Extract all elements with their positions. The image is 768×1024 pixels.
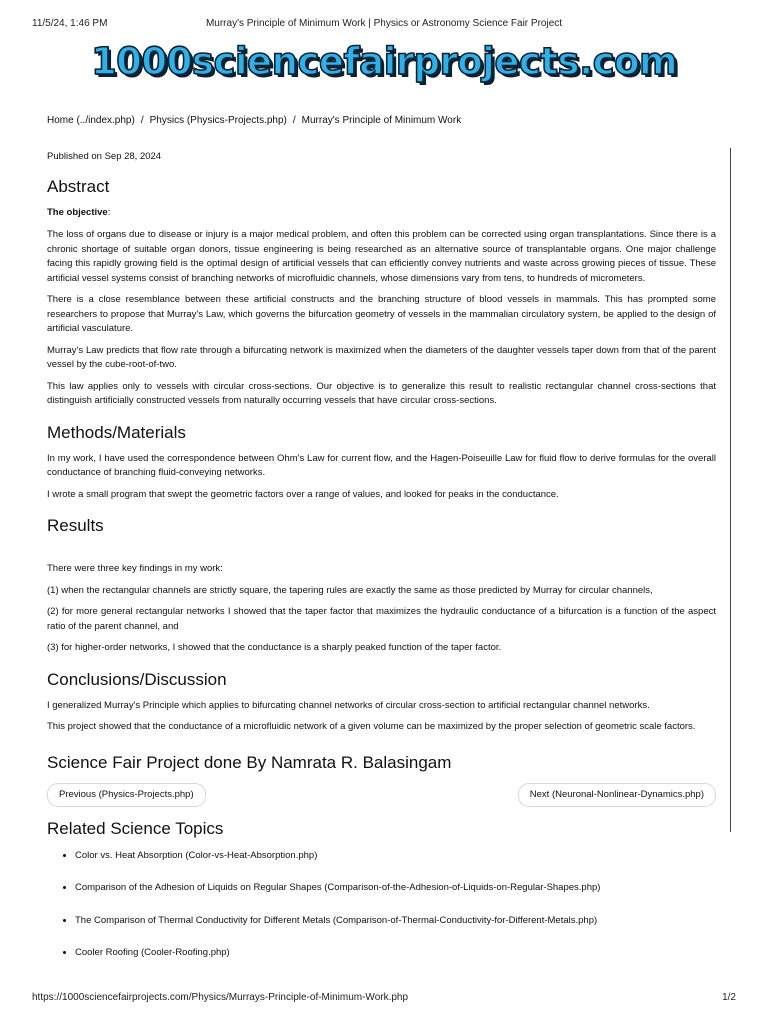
- conclusions-section: [47, 670, 716, 735]
- related-topics-heading: Related Science Topics: [47, 818, 224, 838]
- conclusions-heading: Conclusions/Discussion: [47, 669, 227, 689]
- abstract-section: [47, 177, 716, 409]
- results-heading: Results: [47, 516, 104, 535]
- methods-paragraph: In my work, I have used the correspondence between Ohm's Law for current flow, and the Hagen-Poiseuille Law for fluid flow to derive formulas for the overall conductance of branching fluid-conveying networks.: [47, 452, 716, 478]
- related-topic-link[interactable]: • Color vs. Heat Absorption (Color-vs-Heat-Absorption.php): [75, 849, 716, 864]
- published-date: Published on Sep 28, 2024: [47, 151, 162, 162]
- methods-section: [47, 423, 716, 503]
- related-topic-link[interactable]: • Comparison of the Adhesion of Liquids on Regular Shapes (Comparison-of-the-Adhesion-of-Liquids-on-Regular-Shapes.php): [75, 881, 716, 896]
- objective-label: The objective:: [47, 206, 111, 218]
- print-page-title: Murray's Principle of Minimum Work | Physics or Astronomy Science Fair Project: [205, 18, 563, 29]
- author-byline: Science Fair Project done By Namrata R. Balasingam: [47, 752, 452, 772]
- results-spacer: [47, 545, 716, 562]
- abstract-heading: Abstract: [47, 176, 110, 196]
- previous-button[interactable]: Previous (Physics-Projects.php): [47, 783, 206, 807]
- methods-paragraph: I wrote a small program that swept the geometric factors over a range of values, and looked for peaks in the conductance.: [47, 488, 559, 500]
- abstract-paragraph: There is a close resemblance between these artificial constructs and the branching structure of blood vessels in mammals. This has prompted some researchers to propose that Murray's Law, which governs the bifurcation geometry of vessels in the mammalian circulatory system, be applied to the design of artificial vasculature.: [47, 294, 716, 334]
- print-url: https://1000sciencefairprojects.com/Physics/Murrays-Principle-of-Minimum-Work.php: [32, 992, 409, 1003]
- next-button[interactable]: Next (Neuronal-Nonlinear-Dynamics.php): [518, 783, 716, 807]
- abstract-paragraph: The loss of organs due to disease or injury is a major medical problem, and often this problem can be corrected using organ transplantations. Since there is a chronic shortage of suitable organ donors, tissue engineering is being researched as an alternative source of transplantable organs. One major challenge facing this rapidly growing field is the optimal design of artificial vessels that can efficiently convey nutrients and waste across growing pieces of tissue. These artificial vessel systems consist of branching networks of microfluidic channels, whose dimensions vary from tens, to hundreds of micrometers.: [47, 229, 716, 284]
- objective-colon: :: [107, 206, 111, 218]
- site-logo[interactable]: 1000sciencefairprojects.com: [90, 40, 678, 83]
- breadcrumb-separator: /: [140, 115, 144, 126]
- results-paragraph: There were three key findings in my work:: [47, 563, 223, 574]
- abstract-paragraph: Murray's Law predicts that flow rate through a bifurcating network is maximized when the diameters of the daughter vessels taper down from that of the parent vessel by the cube-root-of-two.: [47, 344, 716, 370]
- breadcrumb-separator: /: [292, 115, 296, 126]
- content-divider-line: [730, 148, 731, 832]
- related-topics-list: [47, 849, 716, 961]
- print-page-number: 1/2: [722, 992, 736, 1003]
- print-header: [32, 18, 736, 32]
- print-date: 11/5/24, 1:46 PM: [32, 18, 108, 29]
- related-topic-link[interactable]: • The Comparison of Thermal Conductivity for Different Metals (Comparison-of-Thermal-Conductivity-for-Different-Metals.php): [75, 914, 716, 929]
- conclusions-paragraph: I generalized Murray's Principle which applies to bifurcating channel networks of circular cross-section to artificial rectangular channel networks.: [47, 699, 650, 711]
- results-paragraph: (3) for higher-order networks, I showed that the conductance is a sharply peaked function of the taper factor.: [47, 642, 502, 653]
- related-topics-section: [47, 819, 716, 961]
- breadcrumb-current: Murray's Principle of Minimum Work: [301, 115, 462, 126]
- breadcrumb: [47, 115, 461, 126]
- methods-heading: Methods/Materials: [47, 422, 186, 442]
- abstract-paragraph: This law applies only to vessels with circular cross-sections. Our objective is to generalize this result to realistic rectangular channel cross-sections that distinguish artificially constructed vessels from naturally occurring vessels that have circular cross-sections.: [47, 380, 716, 406]
- breadcrumb-physics-link[interactable]: Physics (Physics-Projects.php): [149, 115, 287, 126]
- article-content: [47, 150, 716, 979]
- breadcrumb-home-link[interactable]: Home (../index.php): [47, 115, 135, 126]
- results-paragraph: (1) when the rectangular channels are strictly square, the tapering rules are exactly the same as those predicted by Murray for circular channels,: [47, 584, 653, 596]
- conclusions-paragraph: This project showed that the conductance of a microfluidic network of a given volume can be maximized by the proper selection of geometric scale factors.: [47, 721, 696, 732]
- results-paragraph: (2) for more general rectangular networks I showed that the taper factor that maximizes the hydraulic conductance of a bifurcation is a function of the aspect ratio of the parent channel, and: [47, 606, 716, 632]
- results-section: [47, 516, 716, 656]
- pagination-nav: [47, 783, 716, 807]
- related-topic-link[interactable]: • Cooler Roofing (Cooler-Roofing.php): [75, 946, 716, 961]
